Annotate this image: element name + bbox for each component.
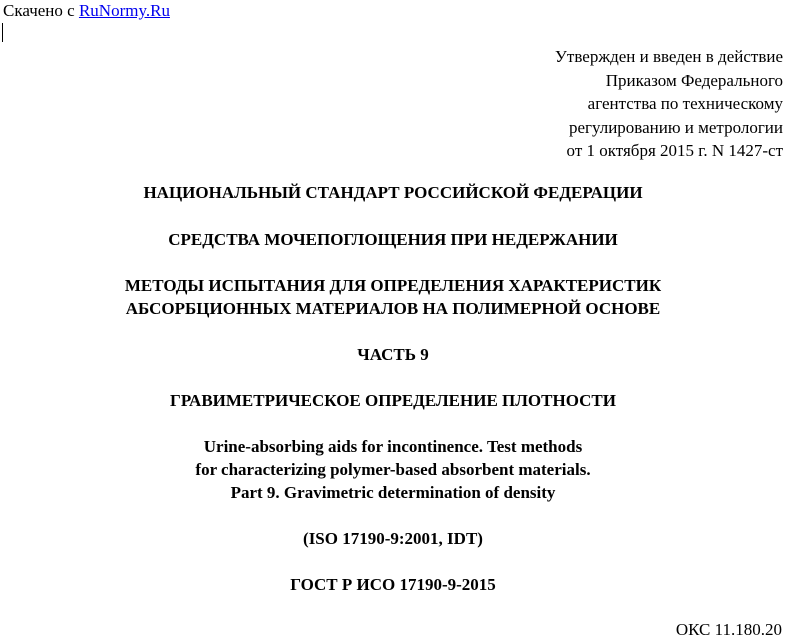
english-title-line: Urine-absorbing aids for incontinence. Test methods [203,437,583,456]
approval-line: регулированию и метрологии [568,117,783,137]
approval-line: Приказом Федерального [605,70,783,90]
english-title-line: Part 9. Gravimetric determination of density [230,483,556,502]
oks-code: ОКС 11.180.20 [675,620,782,639]
gost-number [0,573,786,596]
english-title [0,435,786,504]
national-standard-text: НАЦИОНАЛЬНЫЙ СТАНДАРТ РОССИЙСКОЙ ФЕДЕРАЦИИ [143,183,643,202]
text-cursor [2,23,3,42]
russian-subtitle [0,274,786,320]
runormy-link[interactable]: RuNormy.Ru [78,1,170,20]
iso-reference-text: (ISO 17190-9:2001, IDT) [303,529,483,548]
part-number [0,343,786,366]
russian-subtitle-line: АБСОРБЦИОННЫХ МАТЕРИАЛОВ НА ПОЛИМЕРНОЙ ОСНОВЕ [125,299,661,318]
russian-title-text: СРЕДСТВА МОЧЕПОГЛОЩЕНИЯ ПРИ НЕДЕРЖАНИИ [168,230,618,249]
approval-block [555,45,783,163]
approval-line: агентства по техническому [587,94,783,113]
download-source-line [3,1,170,21]
part-title-text: ГРАВИМЕТРИЧЕСКОЕ ОПРЕДЕЛЕНИЕ ПЛОТНОСТИ [170,391,616,410]
approval-line: от 1 октября 2015 г. N 1427-ст [566,141,783,160]
english-title-line: for characterizing polymer-based absorbent materials. [195,460,591,479]
part-number-text: ЧАСТЬ 9 [357,345,429,364]
iso-reference [0,527,786,550]
russian-subtitle-line: МЕТОДЫ ИСПЫТАНИЯ ДЛЯ ОПРЕДЕЛЕНИЯ ХАРАКТЕРИСТИК [124,276,662,295]
approval-line: Утвержден и введен в действие [554,47,783,66]
national-standard-heading [0,181,786,204]
russian-title [0,228,786,251]
part-title [0,389,786,412]
gost-number-text: ГОСТ Р ИСО 17190-9-2015 [290,575,496,594]
source-prefix: Скачено с [3,1,75,20]
